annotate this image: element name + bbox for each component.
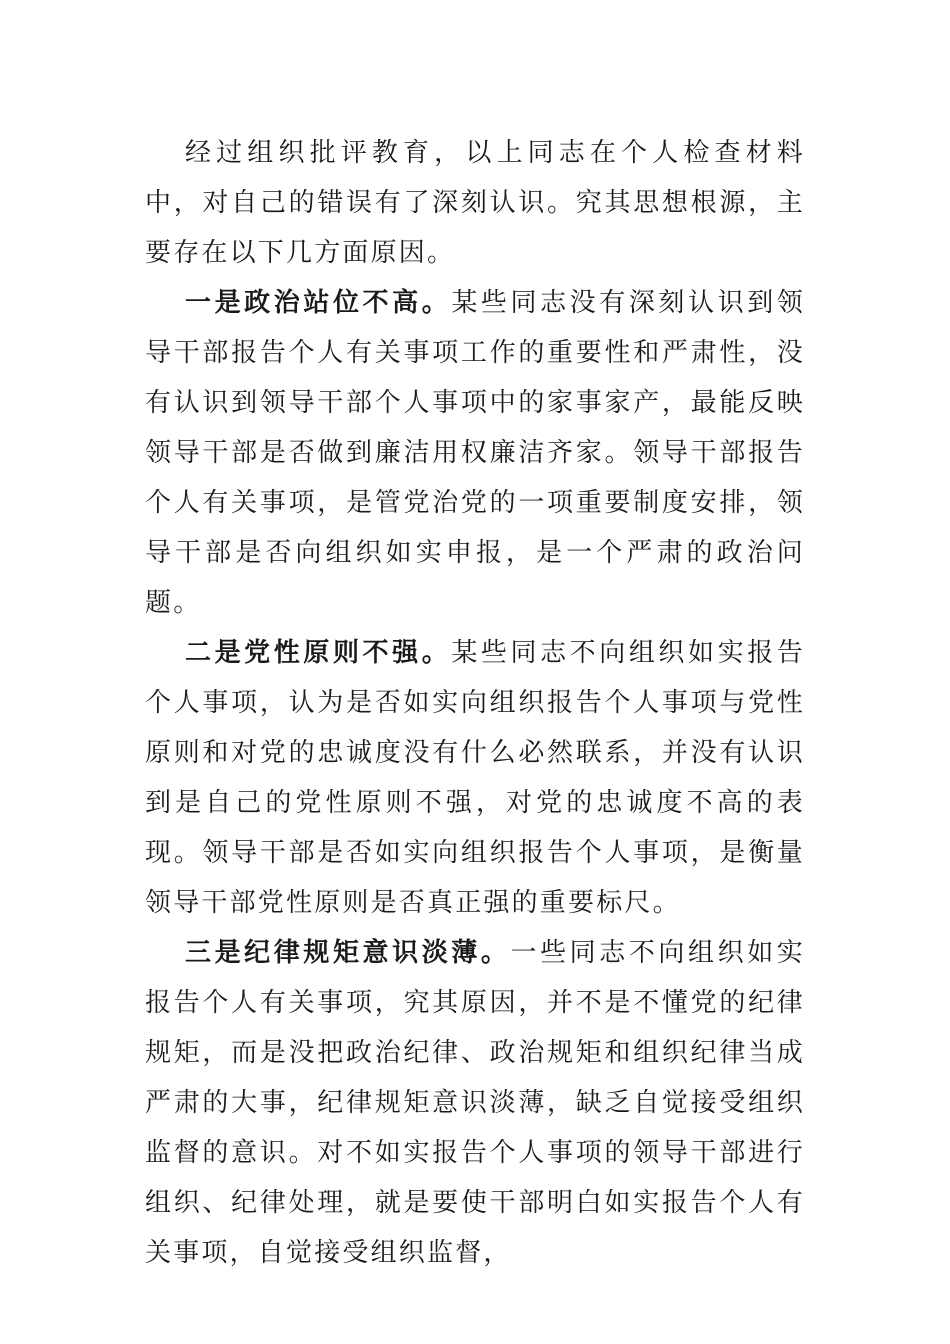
paragraph-discipline-awareness	[145, 928, 805, 1278]
paragraph-lead: 三是纪律规矩意识淡薄。	[185, 938, 511, 968]
paragraph-political-stance	[145, 278, 805, 628]
paragraph-lead: 一是政治站位不高。	[185, 288, 452, 318]
paragraph-body: 经过组织批评教育，以上同志在个人检查材料中，对自己的错误有了深刻认识。究其思想根源，主要存在以下几方面原因。	[145, 138, 805, 268]
paragraph-intro	[145, 128, 805, 278]
paragraph-body: 一些同志不向组织如实报告个人有关事项，究其原因，并不是不懂党的纪律规矩，而是没把政治纪律、政治规矩和组织纪律当成严肃的大事，纪律规矩意识淡薄，缺乏自觉接受组织监督的意识。对不如实报告个人事项的领导干部进行组织、纪律处理，就是要使干部明白如实报告个人有关事项，自觉接受组织监督，	[145, 938, 805, 1268]
document-page	[145, 128, 805, 1278]
paragraph-body: 某些同志不向组织如实报告个人事项，认为是否如实向组织报告个人事项与党性原则和对党的忠诚度没有什么必然联系，并没有认识到是自己的党性原则不强，对党的忠诚度不高的表现。领导干部是否如实向组织报告个人事项，是衡量领导干部党性原则是否真正强的重要标尺。	[145, 638, 805, 918]
paragraph-body: 某些同志没有深刻认识到领导干部报告个人有关事项工作的重要性和严肃性，没有认识到领导干部个人事项中的家事家产，最能反映领导干部是否做到廉洁用权廉洁齐家。领导干部报告个人有关事项，是管党治党的一项重要制度安排，领导干部是否向组织如实申报，是一个严肃的政治问题。	[145, 288, 805, 618]
paragraph-lead: 二是党性原则不强。	[185, 638, 452, 668]
paragraph-party-principle	[145, 628, 805, 928]
